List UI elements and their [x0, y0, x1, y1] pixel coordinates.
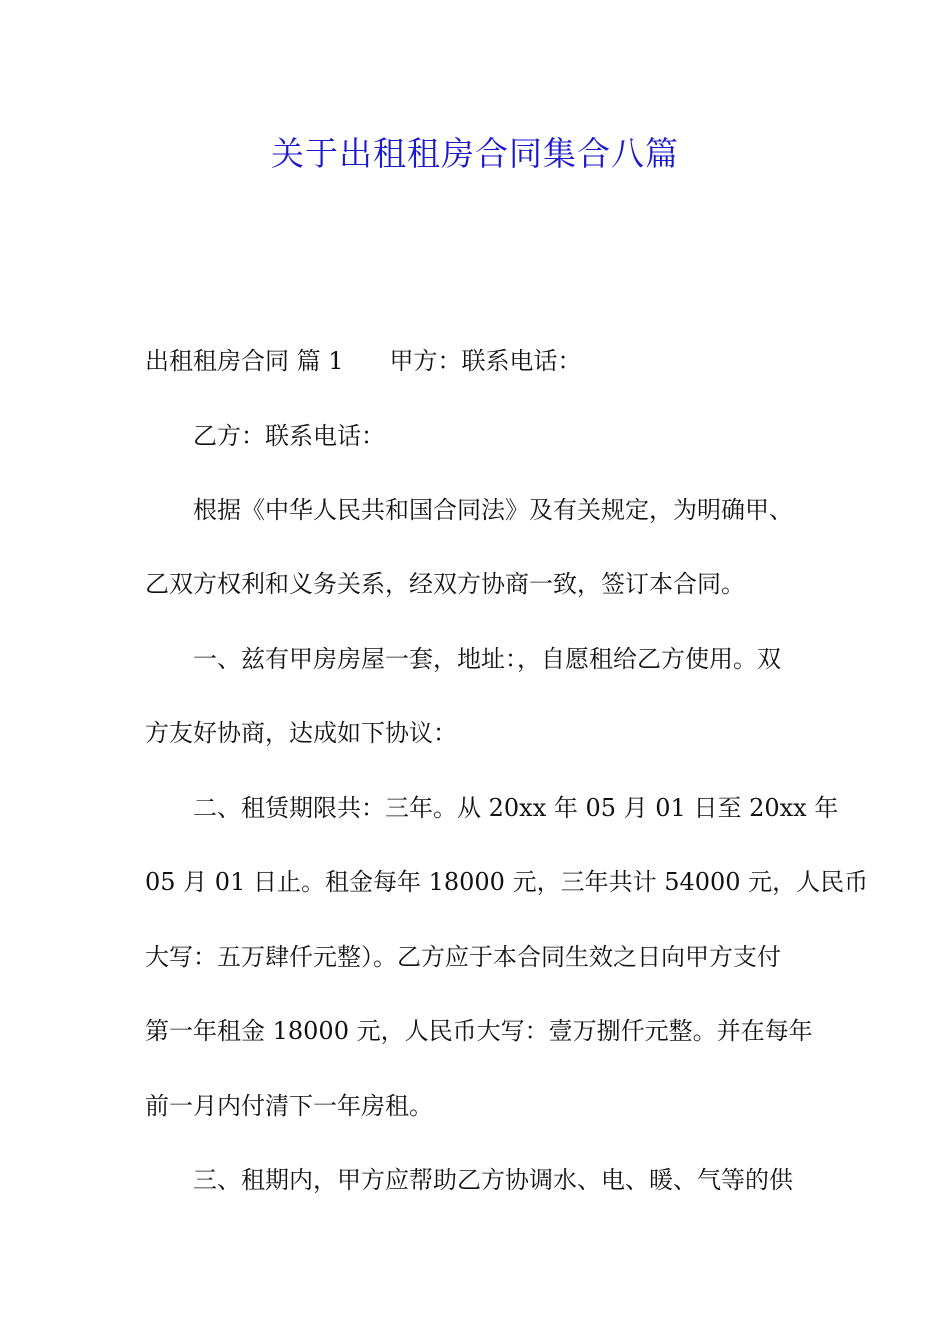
paragraph-line: 根据《中华人民共和国合同法》及有关规定，为明确甲、: [193, 496, 793, 524]
paragraph-line: 方友好协商，达成如下协议：: [145, 719, 457, 747]
paragraph-line: 大写：五万肆仟元整）。乙方应于本合同生效之日向甲方支付: [145, 943, 781, 971]
paragraph-line: 乙双方权利和义务关系，经双方协商一致，签订本合同。: [145, 570, 745, 598]
paragraph-line: 前一月内付清下一年房租。: [145, 1092, 433, 1120]
paragraph-line: 第一年租金 18000 元，人民币大写：壹万捌仟元整。并在每年: [145, 1017, 813, 1045]
paragraph-line: 一、兹有甲房房屋一套，地址：，自愿租给乙方使用。双: [193, 645, 781, 673]
section-heading: 出租租房合同 篇 1: [145, 347, 344, 375]
document-title: 关于出租租房合同集合八篇: [271, 134, 679, 173]
paragraph-line: 05 月 01 日止。租金每年 18000 元，三年共计 54000 元，人民币: [145, 868, 869, 896]
party-a-line: 甲方：联系电话：: [389, 347, 582, 375]
first-line: [145, 343, 582, 379]
party-b-line: 乙方：联系电话：: [193, 422, 385, 450]
paragraph-line: 二、租赁期限共：三年。从 20xx 年 05 月 01 日至 20xx 年: [193, 794, 839, 822]
paragraph-line: 三、租期内，甲方应帮助乙方协调水、电、暖、气等的供: [193, 1166, 793, 1194]
